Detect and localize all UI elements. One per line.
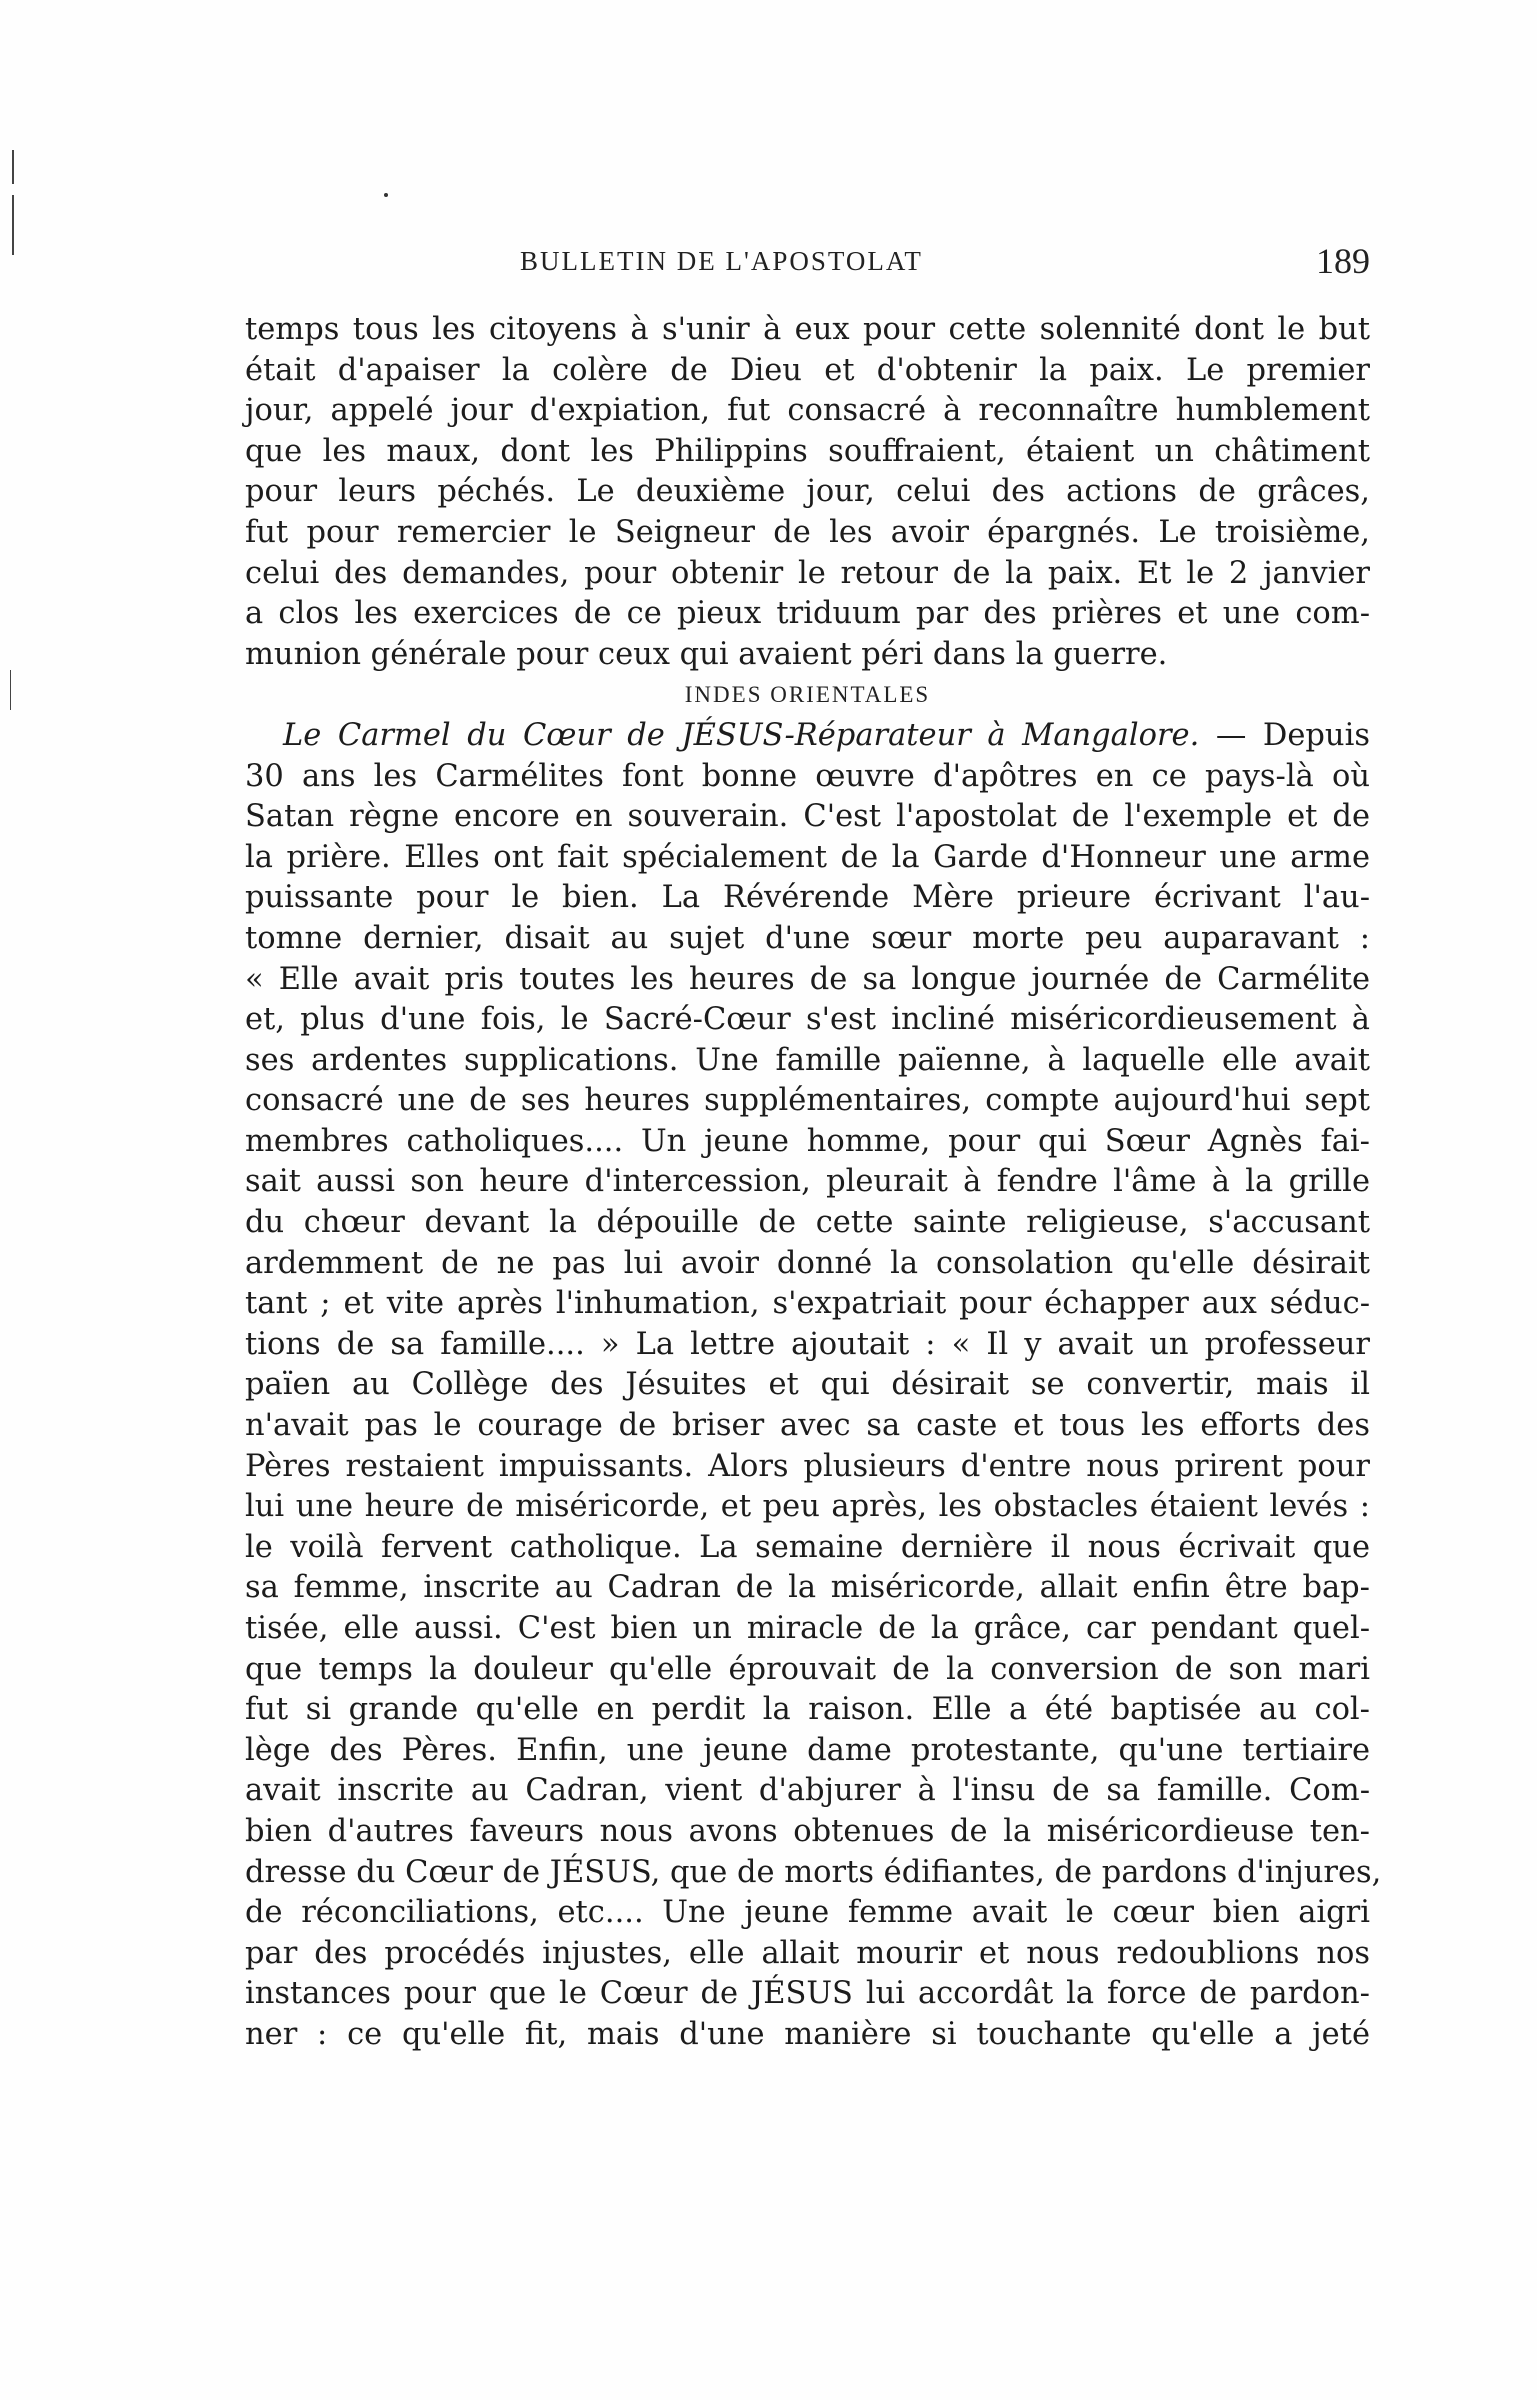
text-line: Satan règne encore en souverain. C'est l'apostolat de l'exemple et de: [245, 799, 1370, 835]
text-line: de réconciliations, etc.... Une jeune femme avait le cœur bien aigri: [245, 1895, 1370, 1931]
text-line: Pères restaient impuissants. Alors plusieurs d'entre nous prirent pour: [245, 1448, 1370, 1484]
text-line: fut pour remercier le Seigneur de les avoir épargnés. Le troisième,: [245, 514, 1370, 550]
text-line: consacré une de ses heures supplémentaires, compte aujourd'hui sept: [245, 1083, 1370, 1119]
running-title: BULLETIN DE L'APOSTOLAT: [520, 246, 923, 276]
text-line-first: [245, 716, 1370, 757]
text-line: jour, appelé jour d'expiation, fut consacré à reconnaître humblement: [245, 393, 1370, 429]
text-line: ner : ce qu'elle fit, mais d'une manière si touchante qu'elle a jeté: [245, 2016, 1370, 2052]
text-line: 30 ans les Carmélites font bonne œuvre d'apôtres en ce pays-là où: [245, 758, 1370, 794]
text-line: païen au Collège des Jésuites et qui désirait se convertir, mais il: [245, 1367, 1370, 1403]
text-line: pour leurs péchés. Le deuxième jour, celui des actions de grâces,: [245, 474, 1370, 510]
article-title: Le Carmel du Cœur de JÉSUS-Réparateur à Mangalore.: [283, 717, 1200, 753]
text-line: tisée, elle aussi. C'est bien un miracle de la grâce, car pendant quel-: [245, 1611, 1370, 1646]
text-line: lège des Pères. Enfin, une jeune dame protestante, qu'une tertiaire: [245, 1732, 1370, 1768]
text-line: ardemment de ne pas lui avoir donné la consolation qu'elle désirait: [245, 1245, 1370, 1281]
text-line: « Elle avait pris toutes les heures de sa longue journée de Carmélite: [245, 961, 1370, 997]
paragraph-philippines: [245, 310, 1370, 675]
text-line: était d'apaiser la colère de Dieu et d'obtenir la paix. Le premier: [245, 352, 1370, 388]
text-line: la prière. Elles ont fait spécialement de la Garde d'Honneur une arme: [245, 839, 1370, 875]
text-line: sait aussi son heure d'intercession, pleurait à fendre l'âme à la grille: [245, 1164, 1370, 1200]
text-line: et, plus d'une fois, le Sacré-Cœur s'est incliné miséricordieusement à: [245, 1002, 1370, 1038]
text-line: sa femme, inscrite au Cadran de la miséricorde, allait enfin être bap-: [245, 1570, 1370, 1606]
section-heading: INDES ORIENTALES: [684, 682, 931, 708]
scan-edge-mark: [12, 195, 14, 255]
text-line: membres catholiques.... Un jeune homme, pour qui Sœur Agnès fai-: [245, 1123, 1370, 1159]
text-line: instances pour que le Cœur de JÉSUS lui accordât la force de pardon-: [245, 1976, 1370, 2012]
page-number: 189: [1316, 241, 1370, 281]
text-line: par des procédés injustes, elle allait mourir et nous redoublions nos: [245, 1935, 1370, 1971]
page-header: [245, 240, 1370, 290]
text-line: bien d'autres faveurs nous avons obtenues de la miséricordieuse ten-: [245, 1813, 1370, 1849]
text-line: dresse du Cœur de JÉSUS, que de morts édifiantes, de pardons d'injures,: [245, 1854, 1382, 1890]
text-line: du chœur devant la dépouille de cette sainte religieuse, s'accusant: [245, 1205, 1370, 1241]
text-line: le voilà fervent catholique. La semaine dernière il nous écrivait que: [245, 1529, 1370, 1565]
article-title-continuation: — Depuis: [1199, 717, 1370, 753]
text-line: a clos les exercices de ce pieux triduum par des prières et une com-: [245, 596, 1370, 632]
text-line: tomne dernier, disait au sujet d'une sœur morte peu auparavant :: [245, 920, 1370, 956]
scan-speck: [384, 193, 388, 197]
text-line: avait inscrite au Cadran, vient d'abjurer à l'insu de sa famille. Com-: [245, 1773, 1370, 1809]
text-line: tions de sa famille.... » La lettre ajoutait : « Il y avait un professeur: [245, 1326, 1370, 1362]
text-line: fut si grande qu'elle en perdit la raison. Elle a été baptisée au col-: [245, 1692, 1370, 1728]
scan-edge-mark: [10, 670, 11, 710]
text-line: temps tous les citoyens à s'unir à eux pour cette solennité dont le but: [245, 312, 1370, 347]
text-line: puissante pour le bien. La Révérende Mère prieure écrivant l'au-: [245, 880, 1370, 916]
text-line: ses ardentes supplications. Une famille païenne, à laquelle elle avait: [245, 1042, 1370, 1078]
text-line: que les maux, dont les Philippins souffraient, étaient un châtiment: [245, 433, 1370, 469]
scan-edge-mark: [12, 150, 14, 184]
text-line: munion générale pour ceux qui avaient péri dans la guerre.: [245, 636, 1168, 672]
text-line: n'avait pas le courage de briser avec sa caste et tous les efforts des: [245, 1408, 1370, 1444]
paragraph-mangalore: [245, 716, 1382, 2056]
text-line: celui des demandes, pour obtenir le retour de la paix. Et le 2 janvier: [245, 555, 1370, 591]
body-text: [245, 310, 1382, 2056]
text-line: tant ; et vite après l'inhumation, s'expatriait pour échapper aux séduc-: [245, 1286, 1370, 1322]
text-line: lui une heure de miséricorde, et peu après, les obstacles étaient levés :: [245, 1489, 1370, 1525]
text-line: que temps la douleur qu'elle éprouvait de la conversion de son mari: [245, 1651, 1370, 1687]
